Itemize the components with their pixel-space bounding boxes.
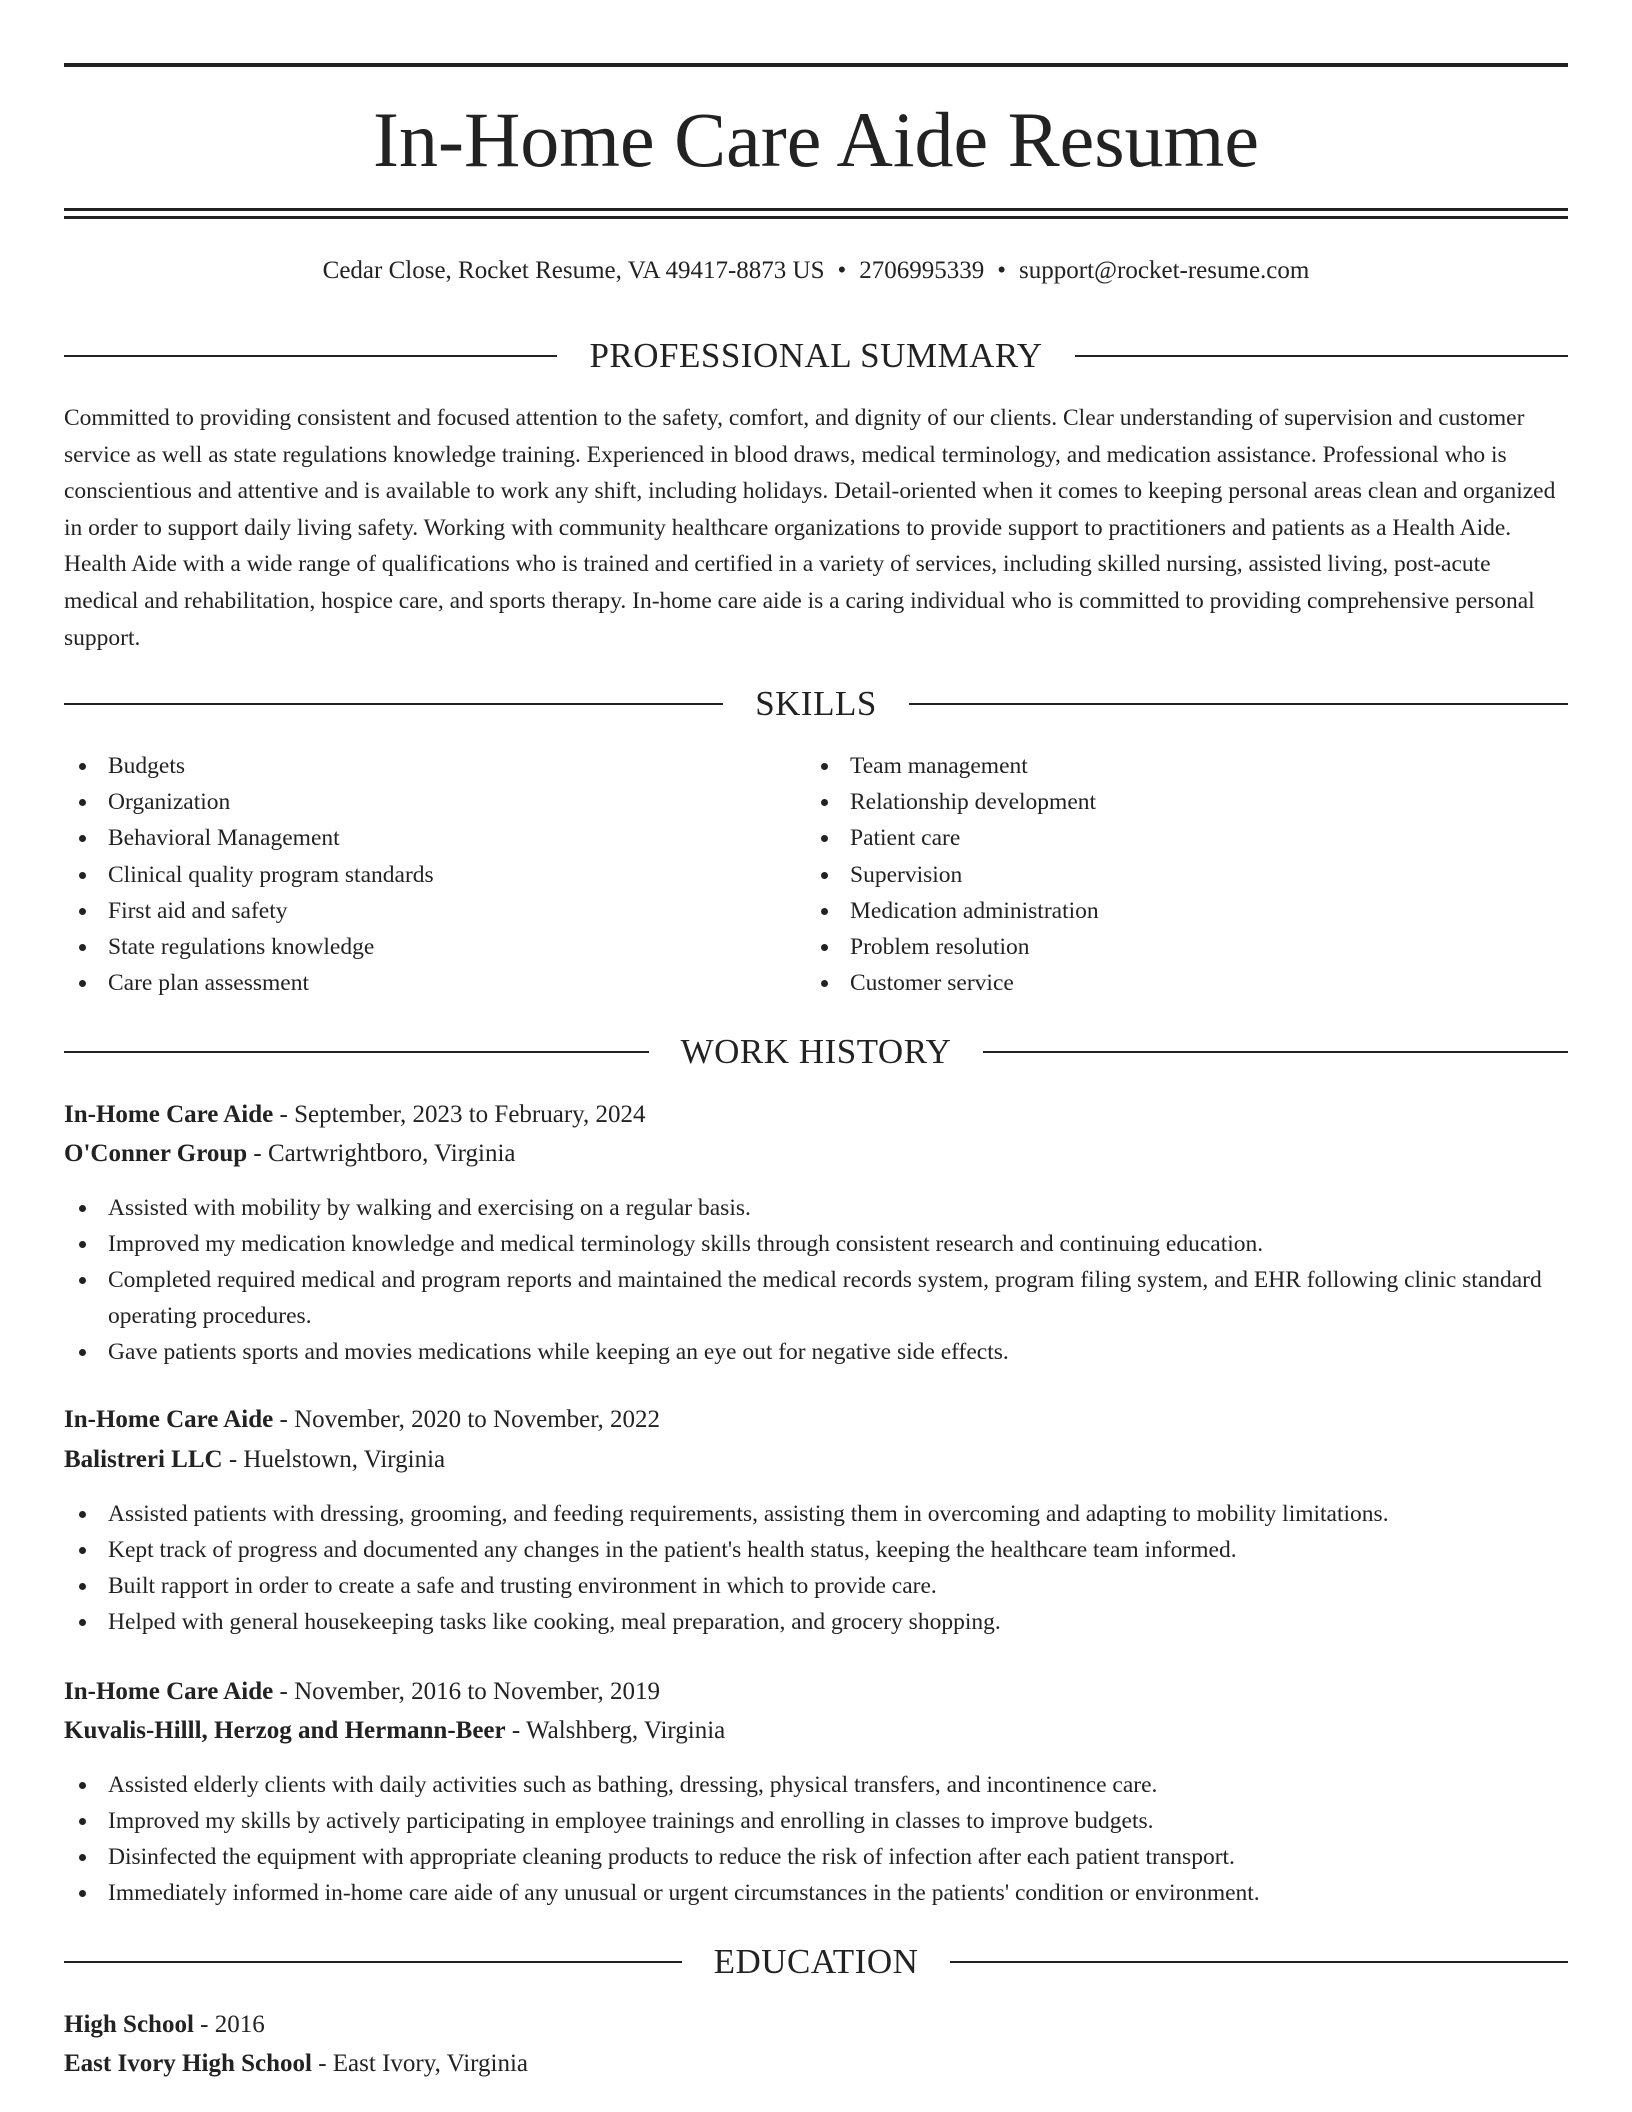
skill-item: Customer service	[806, 965, 1506, 1001]
skills-heading: SKILLS	[755, 684, 877, 723]
job-location: - Huelstown, Virginia	[222, 1446, 446, 1473]
contact-address: Cedar Close, Rocket Resume, VA 49417-8873 US	[322, 257, 825, 284]
skills-section-header	[64, 682, 1568, 726]
summary-heading: PROFESSIONAL SUMMARY	[589, 336, 1043, 375]
section-rule-left	[64, 703, 723, 705]
job-title: In-Home Care Aide	[64, 1406, 274, 1433]
education-location: - East Ivory, Virginia	[311, 2050, 529, 2077]
job-company-line	[64, 1135, 1568, 1173]
skills-list-left	[64, 748, 764, 1001]
job-bullet: Built rapport in order to create a safe and trusting environment in which to provide care.	[64, 1568, 1568, 1604]
contact-email: support@rocket-resume.com	[1019, 257, 1310, 284]
title-double-rule-upper	[64, 208, 1568, 211]
skill-item: Organization	[64, 784, 764, 820]
section-rule-right	[909, 703, 1568, 705]
top-rule	[64, 63, 1568, 67]
job-dates: - November, 2016 to November, 2019	[273, 1678, 661, 1705]
job-company-line	[64, 1712, 1568, 1750]
job-bullet: Immediately informed in-home care aide of any unusual or urgent circumstances in the patients' condition or environment.	[64, 1875, 1568, 1911]
skill-item: Supervision	[806, 857, 1506, 893]
job-bullet: Assisted with mobility by walking and exercising on a regular basis.	[64, 1190, 1568, 1226]
job-location: - Walshberg, Virginia	[505, 1717, 726, 1744]
skill-item: Patient care	[806, 820, 1506, 856]
education-degree: High School	[64, 2011, 194, 2038]
job-bullet: Improved my medication knowledge and medical terminology skills through consistent research and continuing education.	[64, 1226, 1568, 1262]
section-rule-right	[1075, 355, 1568, 357]
job-title-line	[64, 1673, 1568, 1711]
education-school: East Ivory High School	[64, 2050, 312, 2077]
education-heading: EDUCATION	[713, 1942, 919, 1981]
education-year: - 2016	[193, 2011, 265, 2038]
education-section-header	[64, 1940, 1568, 1984]
education-school-line	[64, 2045, 528, 2083]
job-company-line	[64, 1441, 1568, 1479]
job-dates: - November, 2020 to November, 2022	[273, 1406, 661, 1433]
job-company: O'Conner Group	[64, 1140, 248, 1167]
job-bullet: Assisted patients with dressing, grooming, and feeding requirements, assisting them in overcoming and adapting to mobility limitations.	[64, 1496, 1568, 1532]
skill-item: First aid and safety	[64, 893, 764, 929]
job-bullets	[64, 1767, 1568, 1911]
resume-title: In-Home Care Aide Resume	[373, 96, 1259, 183]
job-bullets	[64, 1496, 1568, 1640]
contact-phone: 2706995339	[859, 257, 985, 284]
skills-list-right	[806, 748, 1506, 1001]
job-company: Balistreri LLC	[64, 1446, 223, 1473]
job-location: - Cartwrightboro, Virginia	[247, 1140, 516, 1167]
education-degree-line	[64, 2006, 265, 2044]
skill-item: Team management	[806, 748, 1506, 784]
contact-separator: •	[997, 257, 1007, 284]
job-bullets	[64, 1190, 1568, 1370]
job-bullet: Disinfected the equipment with appropriate cleaning products to reduce the risk of infection after each patient transport.	[64, 1839, 1568, 1875]
skill-item: State regulations knowledge	[64, 929, 764, 965]
skill-item: Behavioral Management	[64, 820, 764, 856]
skill-item: Care plan assessment	[64, 965, 764, 1001]
skill-item: Budgets	[64, 748, 764, 784]
job-bullet: Kept track of progress and documented any changes in the patient's health status, keeping the healthcare team informed.	[64, 1532, 1568, 1568]
job-bullet: Gave patients sports and movies medications while keeping an eye out for negative side effects.	[64, 1334, 1568, 1370]
job-title: In-Home Care Aide	[64, 1678, 274, 1705]
job-title-line	[64, 1401, 1568, 1439]
job-title-line	[64, 1096, 1568, 1134]
job-dates: - September, 2023 to February, 2024	[273, 1101, 646, 1128]
section-rule-left	[64, 355, 557, 357]
title-double-rule-lower	[64, 216, 1568, 219]
summary-section-header	[64, 334, 1568, 378]
section-rule-right	[950, 1961, 1568, 1963]
section-rule-right	[983, 1051, 1568, 1053]
job-bullet: Completed required medical and program reports and maintained the medical records system, program filing system, and EHR following clinic standard operating procedures.	[64, 1262, 1568, 1334]
section-rule-left	[64, 1051, 649, 1053]
summary-text: Committed to providing consistent and focused attention to the safety, comfort, and dignity of our clients. Clear understanding of supervision and customer service as well as state regulations knowledge training. Experienced in blood draws, medical terminology, and medication assistance. Professional who is conscientious and attentive and is available to work any shift, including holidays. Detail-oriented when it comes to keeping personal areas clean and organized in order to support daily living safety. Working with community healthcare organizations to provide support to practitioners and patients as a Health Aide. Health Aide with a wide range of qualifications who is trained and certified in a variety of services, including skilled nursing, assisted living, post-acute medical and rehabilitation, hospice care, and sports therapy. In-home care aide is a caring individual who is committed to providing comprehensive personal support.	[64, 405, 1556, 651]
skill-item: Relationship development	[806, 784, 1506, 820]
job-bullet: Improved my skills by actively participating in employee trainings and enrolling in classes to improve budgets.	[64, 1803, 1568, 1839]
contact-line	[64, 254, 1568, 288]
section-rule-left	[64, 1961, 682, 1963]
skill-item: Medication administration	[806, 893, 1506, 929]
skill-item: Clinical quality program standards	[64, 857, 764, 893]
job-bullet: Helped with general housekeeping tasks like cooking, meal preparation, and grocery shopping.	[64, 1604, 1568, 1640]
work-section-header	[64, 1030, 1568, 1074]
contact-separator: •	[837, 257, 847, 284]
work-heading: WORK HISTORY	[680, 1032, 952, 1071]
job-title: In-Home Care Aide	[64, 1101, 274, 1128]
skill-item: Problem resolution	[806, 929, 1506, 965]
job-bullet: Assisted elderly clients with daily activities such as bathing, dressing, physical transfers, and incontinence care.	[64, 1767, 1568, 1803]
job-company: Kuvalis-Hilll, Herzog and Hermann-Beer	[64, 1717, 506, 1744]
